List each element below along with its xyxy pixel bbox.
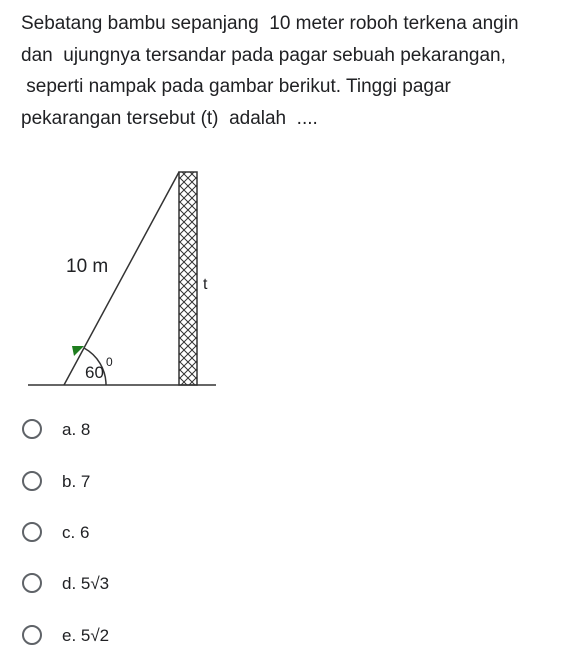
- bamboo-length-label: 10 m: [66, 256, 109, 277]
- option-label: b. 7: [62, 472, 91, 491]
- radio-icon[interactable]: [22, 625, 42, 645]
- fence: [179, 172, 197, 385]
- option-d[interactable]: [0, 562, 300, 606]
- diagram-svg: [0, 150, 260, 400]
- fence-height-label: t: [203, 276, 208, 293]
- radio-icon[interactable]: [22, 471, 42, 491]
- option-e[interactable]: [0, 614, 300, 658]
- option-label: d. 5√3: [62, 574, 110, 593]
- option-c[interactable]: [0, 511, 300, 555]
- option-label: a. 8: [62, 420, 91, 439]
- option-a[interactable]: [0, 408, 300, 452]
- angle-label: 60: [85, 363, 104, 382]
- question-text: Sebatang bambu sepanjang 10 meter roboh terkena angin dan ujungnya tersandar pada pagar sebuah pekarangan, seperti nampak pada gambar berikut. Tinggi pagar pekarangan tersebut (t) adalah ....: [21, 13, 519, 129]
- radio-icon[interactable]: [22, 573, 42, 593]
- option-label: c. 6: [62, 523, 90, 542]
- angle-degree-label: 0: [106, 355, 113, 369]
- radio-icon[interactable]: [22, 419, 42, 439]
- option-b[interactable]: [0, 460, 300, 504]
- option-label: e. 5√2: [62, 626, 110, 645]
- radio-icon[interactable]: [22, 522, 42, 542]
- bamboo-fence-diagram: [0, 150, 260, 400]
- bamboo-line: [64, 172, 179, 385]
